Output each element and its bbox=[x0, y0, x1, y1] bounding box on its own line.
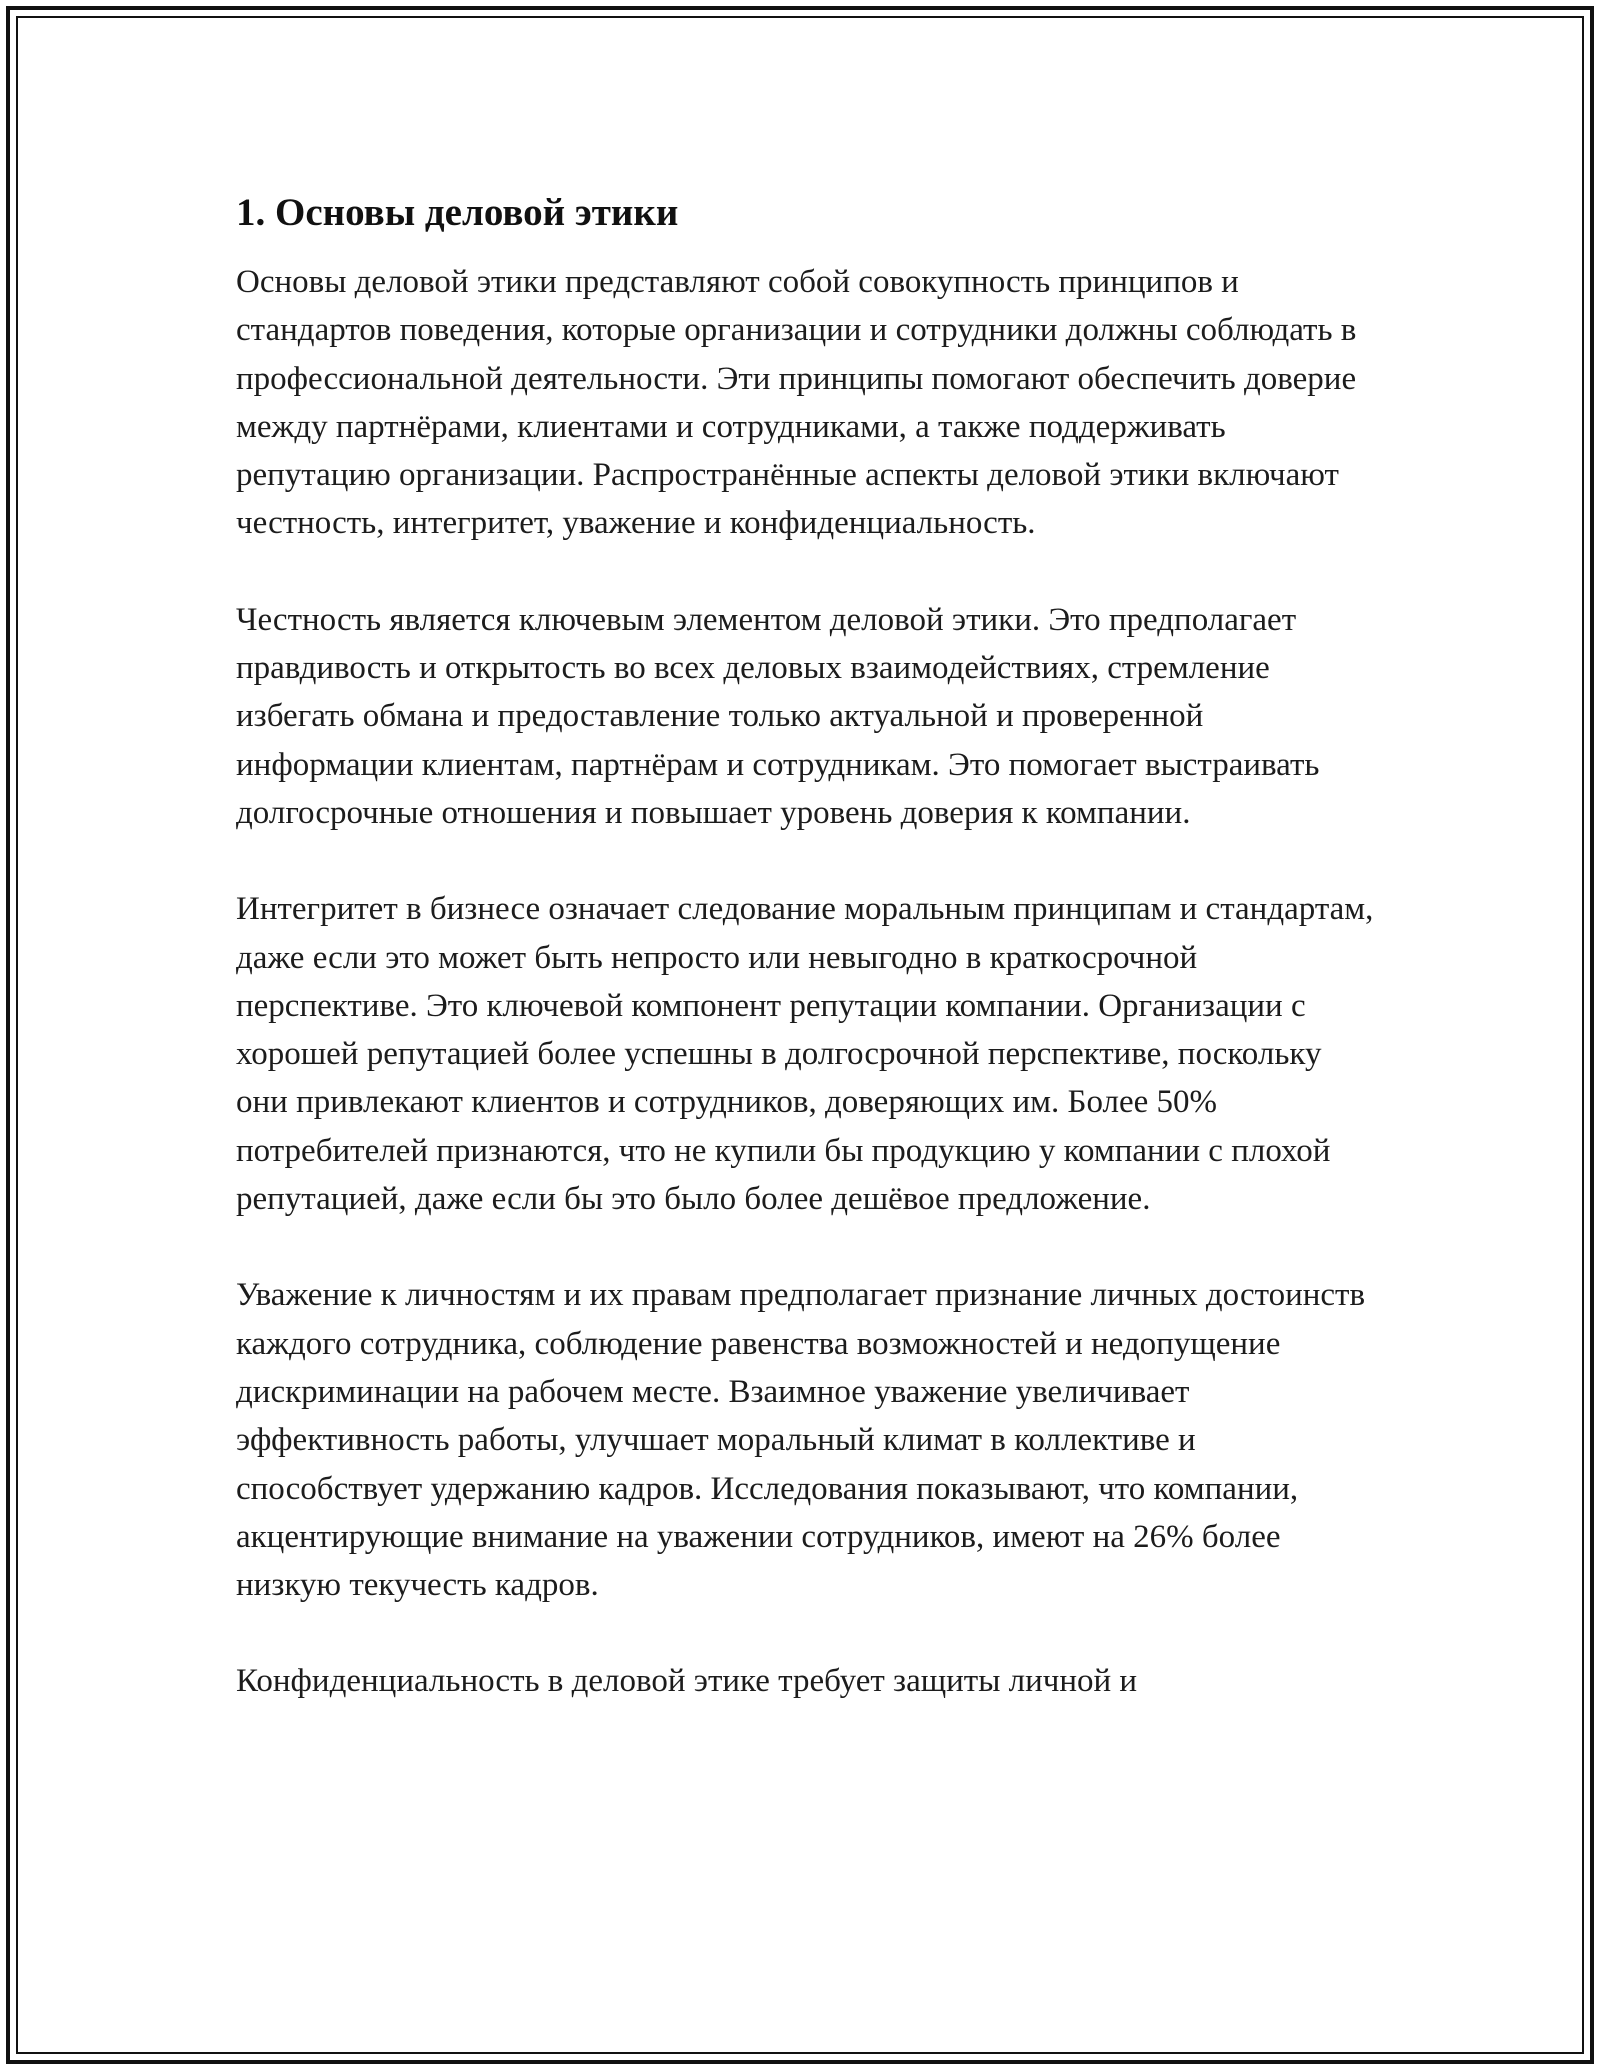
document-body bbox=[236, 188, 1376, 1706]
paragraph-respect: Уважение к личностям и их правам предполагает признание личных достоинств каждого сотрудника, соблюдение равенства возможностей и недопущение дискриминации на рабочем месте. Взаимное уважение увеличивает эффективность работы, улучшает моральный климат в коллективе и способствует удержанию кадров. Исследования показывают, что компании, акцентирующие внимание на уважении сотрудников, имеют на 26% более низкую текучесть кадров. bbox=[236, 1277, 1366, 1604]
paragraph-overview: Основы деловой этики представляют собой совокупность принципов и стандартов поведения, которые организации и сотрудники должны соблюдать в профессиональной деятельности. Эти принципы помогают обеспечить доверие между партнёрами, клиентами и сотрудниками, а также поддерживать репутацию организации. Распространённые аспекты деловой этики включают честность, интегритет, уважение и конфиденциальность. bbox=[236, 264, 1357, 542]
paragraph-honesty: Честность является ключевым элементом деловой этики. Это предполагает правдивость и открытость во всех деловых взаимодействиях, стремление избегать обмана и предоставление только актуальной и проверенной информации клиентам, партнёрам и сотрудникам. Это помогает выстраивать долгосрочные отношения и повышает уровень доверия к компании. bbox=[236, 601, 1320, 831]
paragraph-confidentiality: Конфиденциальность в деловой этике требует защиты личной и bbox=[236, 1663, 1138, 1700]
paragraph-integrity: Интегритет в бизнесе означает следование моральным принципам и стандартам, даже если это может быть непросто или невыгодно в краткосрочной перспективе. Это ключевой компонент репутации компании. Организации с хорошей репутацией более успешны в долгосрочной перспективе, поскольку они привлекают клиентов и сотрудников, доверяющих им. Более 50% потребителей признаются, что не купили бы продукцию у компании с плохой репутацией, даже если бы это было более дешёвое предложение. bbox=[236, 891, 1374, 1218]
section-heading: 1. Основы деловой этики bbox=[236, 191, 679, 234]
